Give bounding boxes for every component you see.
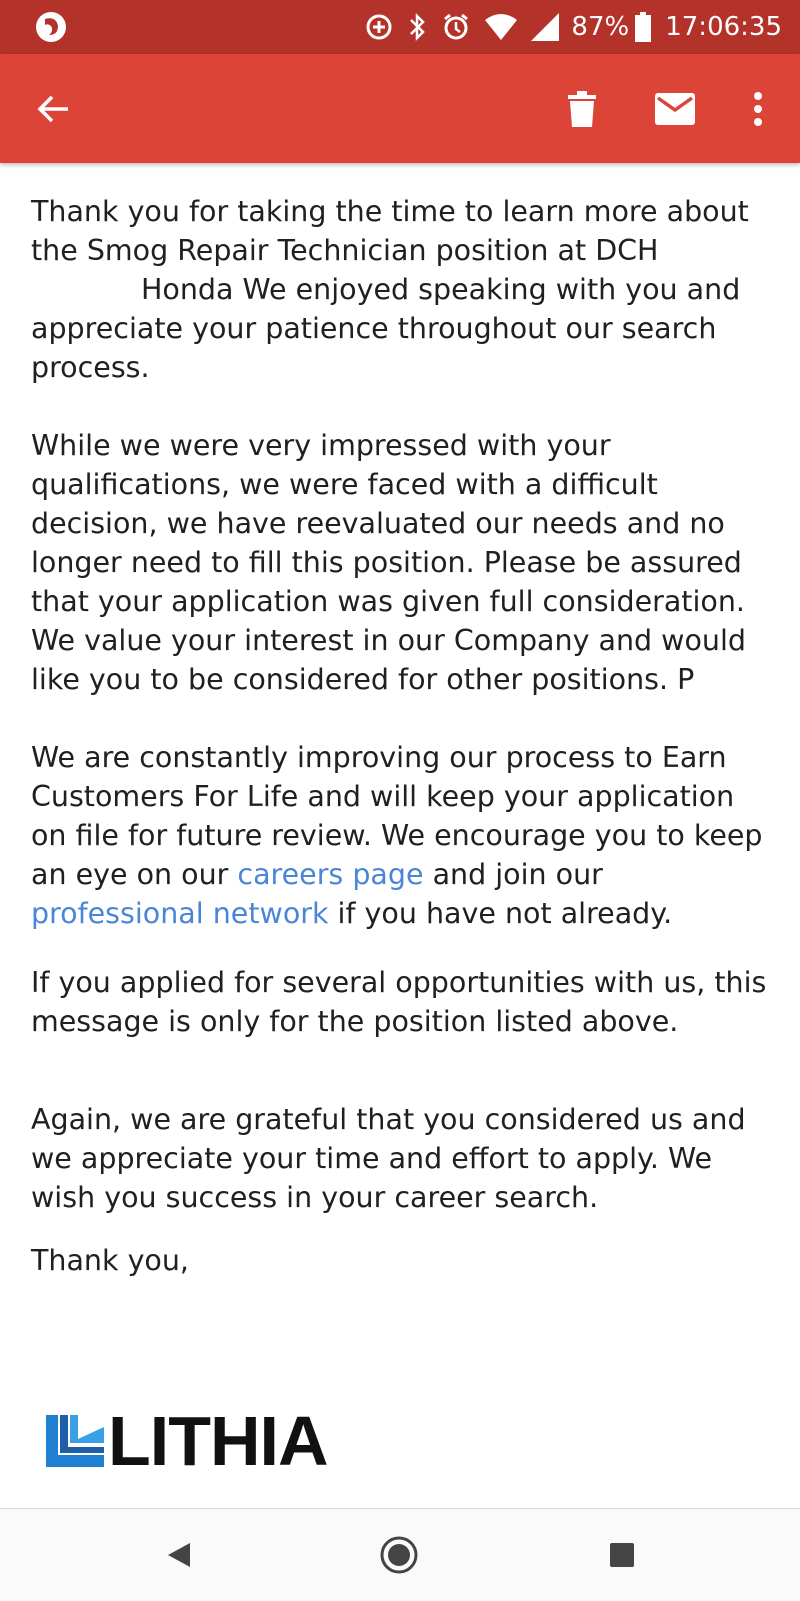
- battery-icon: [635, 12, 651, 42]
- nav-recents-button[interactable]: [600, 1533, 644, 1577]
- navigation-bar: [0, 1508, 800, 1601]
- professional-network-link[interactable]: professional network: [31, 897, 329, 930]
- mark-unread-button[interactable]: [650, 84, 700, 134]
- lithia-logo: [44, 1402, 328, 1480]
- more-options-button[interactable]: [733, 84, 783, 134]
- paragraph-decision: While we were very impressed with your qualifications, we were faced with a difficult decision, we have reevaluated our needs and no longer need to fill this position. Please be assured that your application was given full consideration. We value your interest in our Company and would like you to be considered for other positions. P: [31, 429, 747, 696]
- email-toolbar: [0, 54, 800, 163]
- battery-percentage: 87%: [571, 12, 630, 42]
- clock: 17:06:35: [665, 12, 782, 42]
- careers-page-link[interactable]: careers page: [237, 858, 424, 891]
- paragraph-several-opportunities: If you applied for several opportunities with us, this message is only for the position listed above.: [31, 966, 767, 1038]
- delete-icon: [567, 91, 597, 127]
- mark-unread-icon: [655, 93, 695, 125]
- cell-signal-icon: [531, 13, 559, 41]
- home-circle-icon: [379, 1535, 419, 1575]
- firefox-icon: [34, 10, 68, 48]
- paragraph-grateful: Again, we are grateful that you considered us and we appreciate your time and effort to apply. We wish you success in your career search.: [31, 1103, 746, 1214]
- closing-text: Thank you,: [31, 1244, 189, 1277]
- paragraph-intro: Thank you for taking the time to learn more about the Smog Repair Technician position at DCH Honda We enjoyed speaking with you and appreciate your patience throughout our search process.: [31, 195, 749, 384]
- more-options-icon: [753, 92, 763, 126]
- nav-home-button[interactable]: [377, 1533, 421, 1577]
- status-bar: [0, 0, 800, 54]
- lithia-logo-mark-icon: [44, 1413, 106, 1469]
- delete-button[interactable]: [557, 84, 607, 134]
- paragraph-careers: We are constantly improving our process to Earn Customers For Life and will keep your application on file for future review. We encourage you to keep an eye on our careers page and join our professional network if you have not already.: [31, 741, 763, 930]
- data-saver-icon: [365, 13, 393, 41]
- back-button[interactable]: [28, 84, 78, 134]
- alarm-icon: [441, 12, 471, 42]
- lithia-logo-text: LITHIA: [108, 1402, 328, 1480]
- recents-square-icon: [609, 1542, 635, 1568]
- back-arrow-icon: [36, 94, 70, 124]
- bluetooth-icon: [407, 12, 427, 42]
- email-body: [31, 192, 771, 1280]
- back-triangle-icon: [166, 1541, 192, 1569]
- wifi-icon: [485, 14, 517, 40]
- status-icons: [351, 0, 782, 54]
- redacted-text: [31, 276, 141, 306]
- nav-back-button[interactable]: [157, 1533, 201, 1577]
